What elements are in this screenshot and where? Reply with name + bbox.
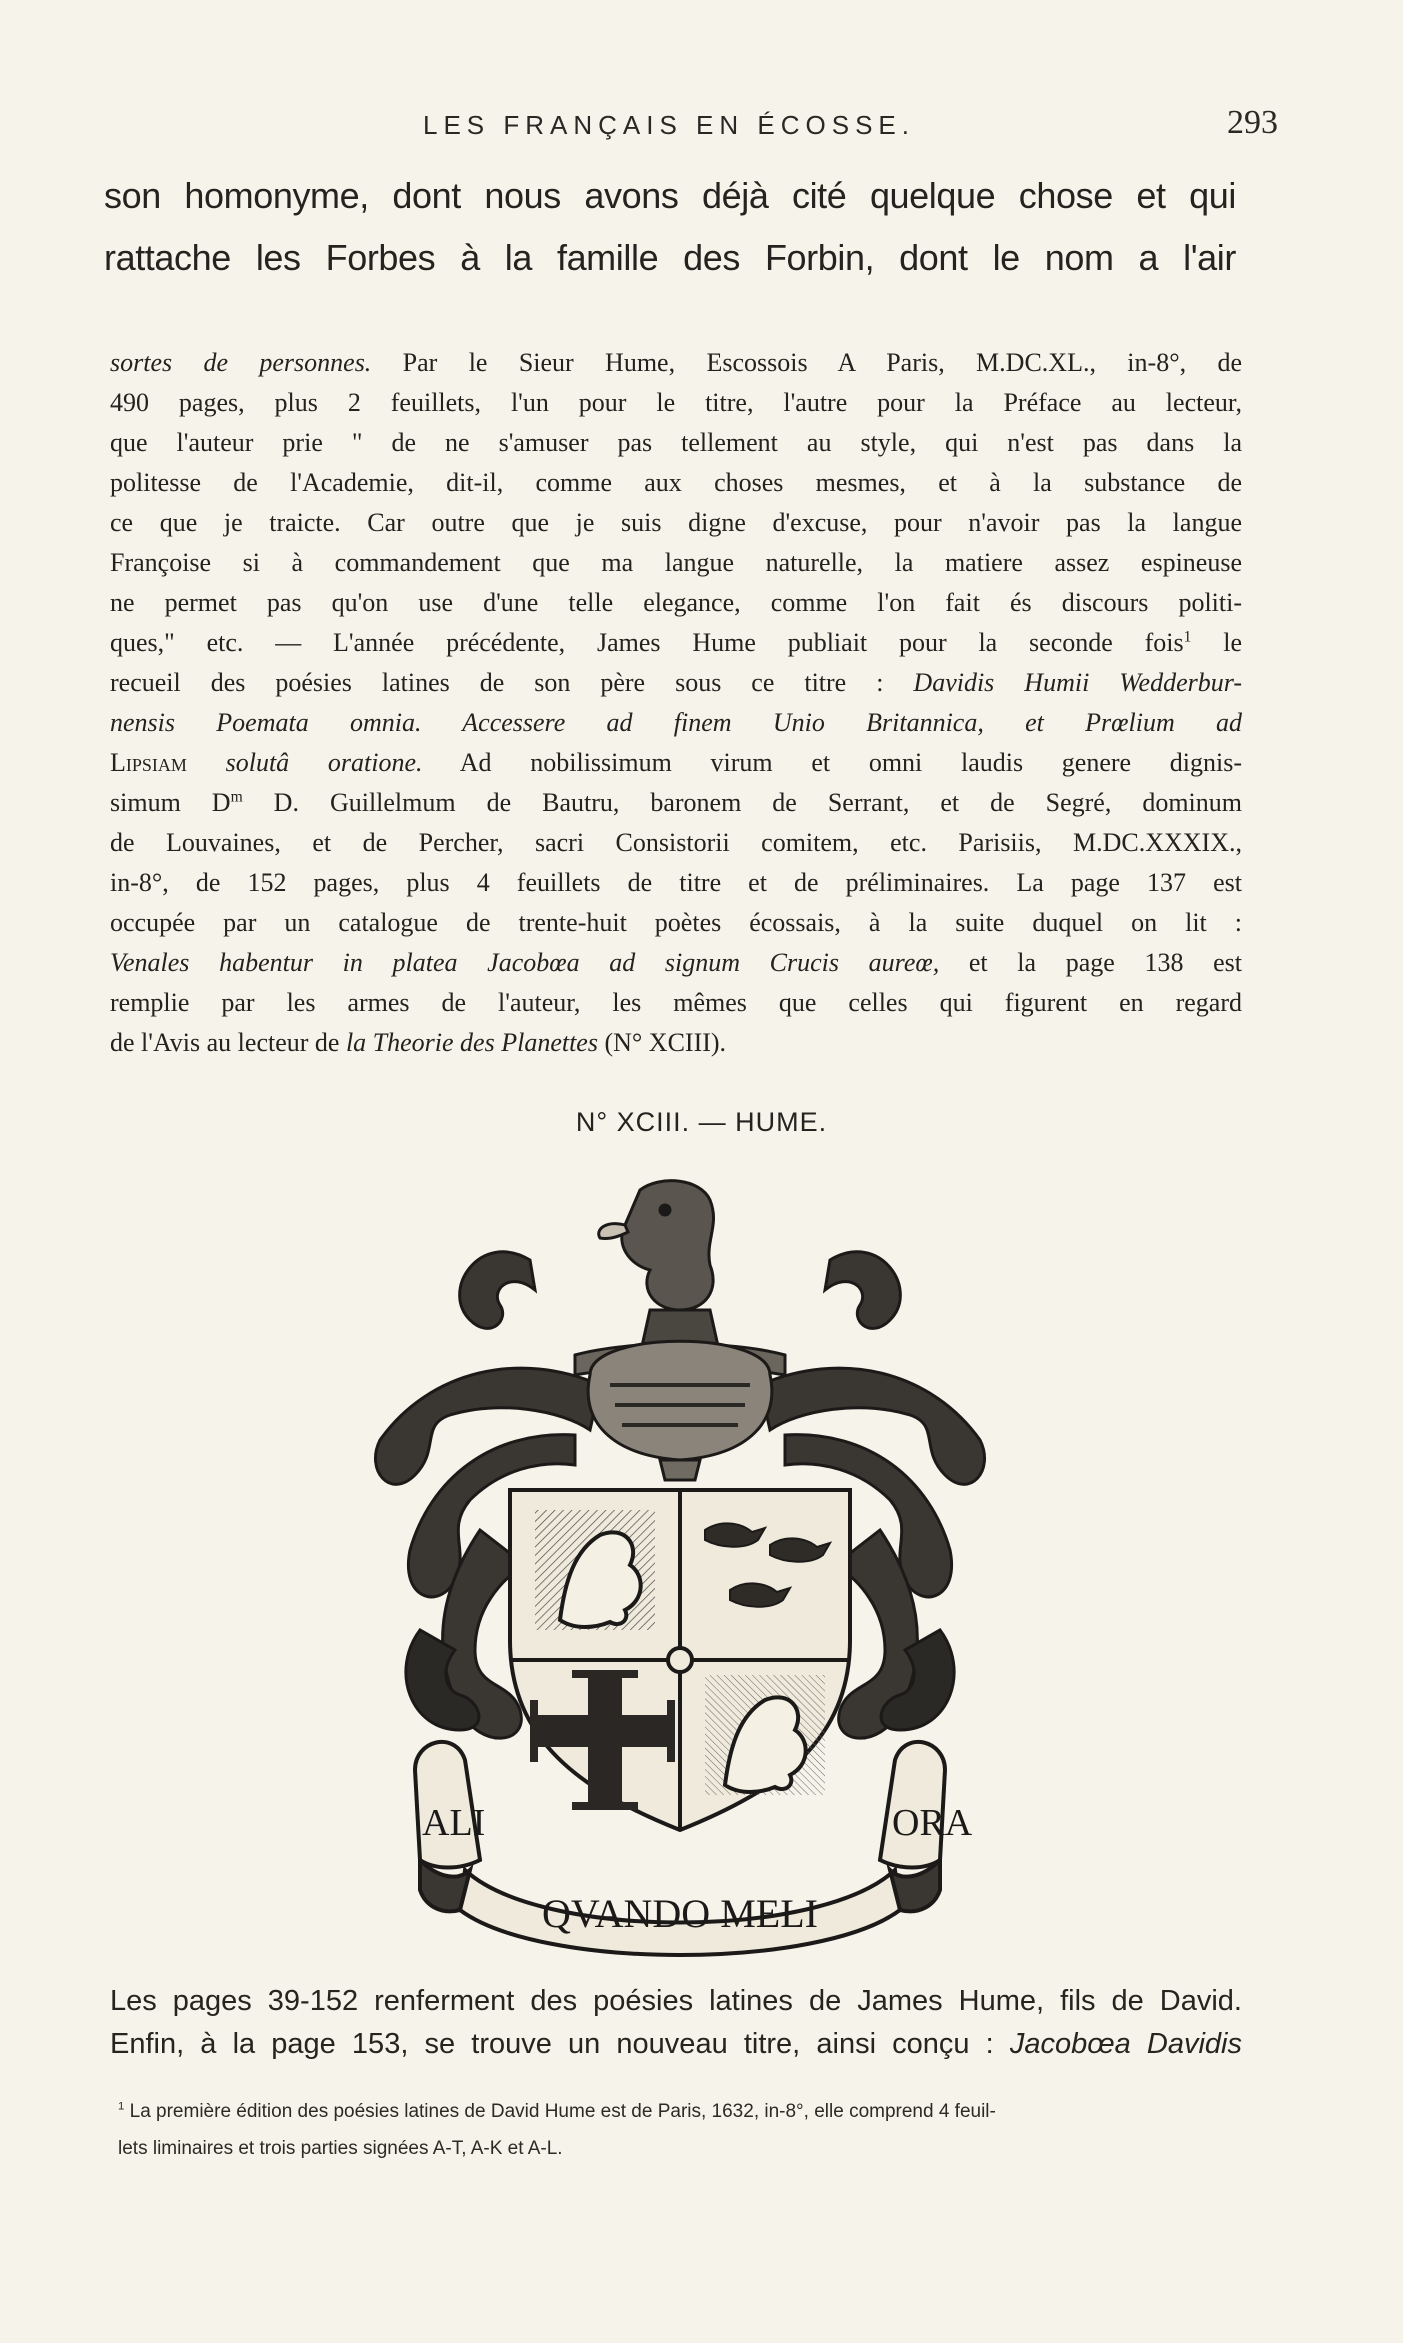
note-line: in-8°, de 152 pages, plus 4 feuillets de titre et de préliminaires. La page 137 est — [110, 868, 1242, 897]
note-line — [110, 663, 1242, 703]
footnote-ref: 1 — [1183, 628, 1192, 646]
plate-title: N° XCIII. — HUME. — [575, 1107, 828, 1137]
italic-text: Davidis Humii Wedderbur- — [913, 668, 1242, 697]
note-text: le — [1191, 628, 1242, 657]
note-text: simum D — [110, 788, 231, 817]
note-text: (N° XCIII). — [597, 1028, 727, 1057]
note-line: ce que je traicte. Car outre que je suis digne d'excuse, pour n'avoir pas la langue — [110, 508, 1242, 537]
lead-line: rattache les Forbes à la famille des Forbin, dont le nom a l'air — [104, 237, 1236, 278]
italic-text: nensis Poemata omnia. Accessere ad finem Unio Britannica, et Prœlium ad — [110, 708, 1242, 737]
small-caps-text: Lipsiam — [110, 748, 187, 777]
note-text: D. Guillelmum de Bautru, baronem de Serrant, et de Segré, dominum — [242, 788, 1242, 817]
paragraph-text: Enfin, à la page 153, se trouve un nouveau titre, ainsi conçu : — [110, 2028, 1010, 2060]
note-text: Ad nobilissimum virum et omni laudis genere dignis- — [422, 748, 1243, 777]
lion-crest — [599, 1181, 720, 1355]
italic-text: Jacobœa Davidis — [1009, 2028, 1243, 2060]
paragraph-line: Les pages 39-152 renferment des poésies latines de James Hume, fils de David. — [110, 1985, 1242, 2017]
superscript: m — [230, 788, 243, 806]
lead-paragraph — [104, 165, 1236, 289]
page-number: 293 — [1227, 104, 1278, 141]
italic-text: la Theorie des Planettes — [345, 1028, 598, 1057]
footnote-text: La première édition des poésies latines de David Hume est de Paris, 1632, in-8°, elle comprend 4 feuil- — [129, 2101, 996, 2122]
note-line: de Louvaines, et de Percher, sacri Consistorii comitem, etc. Parisiis, M.DC.XXXIX., — [110, 828, 1242, 857]
note-line: Françoise si à commandement que ma langue naturelle, la matiere assez espineuse — [110, 548, 1242, 577]
footnote-line — [118, 2093, 1258, 2130]
helmet — [588, 1341, 772, 1480]
motto-right: ORA — [892, 1802, 973, 1844]
running-title: LES FRANÇAIS EN ÉCOSSE. — [423, 110, 915, 140]
note-line — [110, 783, 1242, 823]
footnote-line: lets liminaires et trois parties signées A-T, A-K et A-L. — [118, 2138, 563, 2159]
note-line — [110, 703, 1242, 743]
note-line — [110, 1023, 1242, 1063]
coat-of-arms-illustration — [360, 1170, 1000, 1960]
bibliographic-note — [110, 343, 1242, 1063]
note-text: recueil des poésies latines de son père sous ce titre : — [110, 668, 914, 697]
heraldic-shield — [510, 1490, 850, 1830]
italic-text: sortes de personnes. — [110, 348, 372, 377]
note-line: ne permet pas qu'on use d'une telle elegance, comme l'on fait és discours politi- — [110, 588, 1242, 617]
note-line — [110, 343, 1242, 383]
note-line: 490 pages, plus 2 feuillets, l'un pour le titre, l'autre pour la Préface au lecteur, — [110, 388, 1242, 417]
footnote — [118, 2093, 1258, 2167]
note-line — [110, 943, 1242, 983]
note-text: et la page 138 est — [939, 948, 1242, 977]
note-line: que l'auteur prie " de ne s'amuser pas tellement au style, qui n'est pas dans la — [110, 428, 1242, 457]
note-text: ques," etc. — L'année précédente, James Hume publiait pour la seconde fois — [110, 628, 1184, 657]
note-line — [110, 623, 1242, 663]
italic-text: solutâ oratione. — [186, 748, 423, 777]
motto-left: ALI — [422, 1802, 486, 1844]
motto-bottom: QVANDO MELI — [542, 1891, 818, 1936]
running-head — [105, 104, 1278, 144]
note-text: de l'Avis au lecteur de — [110, 1028, 346, 1057]
paragraph-line — [110, 2023, 1242, 2066]
note-text: Par le Sieur Hume, Escossois A Paris, M.DC.XL., in-8°, de — [371, 348, 1242, 377]
italic-text: Venales habentur in platea Jacobœa ad signum Crucis aureœ, — [110, 948, 940, 977]
following-paragraph — [110, 1980, 1242, 2066]
note-line: occupée par un catalogue de trente-huit poètes écossais, à la suite duquel on lit : — [110, 908, 1242, 937]
note-line: remplie par les armes de l'auteur, les mêmes que celles qui figurent en regard — [110, 988, 1242, 1017]
note-line: politesse de l'Academie, dit-il, comme aux choses mesmes, et à la substance de — [110, 468, 1242, 497]
lead-line: son homonyme, dont nous avons déjà cité quelque chose et qui — [104, 175, 1236, 216]
note-line — [110, 743, 1242, 783]
footnote-marker: 1 — [118, 2100, 125, 2113]
